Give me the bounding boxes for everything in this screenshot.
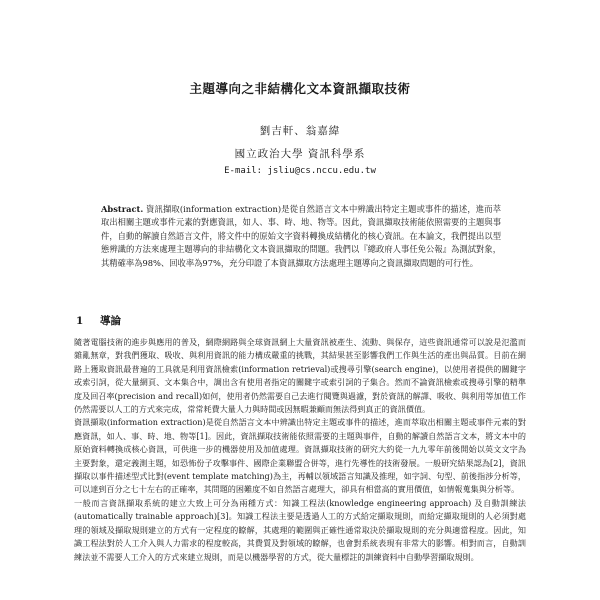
paper-title: 主題導向之非結構化文本資訊擷取技術 <box>189 81 411 96</box>
abstract <box>101 203 501 270</box>
section-body <box>74 336 526 564</box>
body-paragraph: 資訊擷取(information extraction)是從自然語言文本中辨識出特定主題或事件的描述，進而萃取出相關主題或事件元素的對應資訊，如人、事、時、地、物等[1]。因此，資訊擷取技術能依照需要的主題與事件，自動的解讀自然語言文本，將文本中的原始資料轉換成核心資訊，可供進一步的機器使用及加值處理。資訊擷取技術的研究大約從一九九零年前後開始以英文文字為主要對象，還定義測主題，如恐怖份子攻擊事件、國際企業聯盟合併等，進行先導性的技術發展。一般研究結果認為[2]，資訊擷取以事件描述型式比對(event template matching)為主，再輔以領域語言知識及推理，如字詞、句型、前後指涉分析等，可以達到百分之七十左右的正確率，其問題的困難度不如自然語言處理大，卻具有相當高的實用價值，如情報蒐集與分析等。 <box>74 417 526 495</box>
section-number: 1 <box>76 315 84 327</box>
body-paragraph: 一般而言資訊擷取系統的建立大致上可分為兩種方式：知識工程法(knowledge engineering approach) 及自動訓練法(automatically trainable approach)[3]。知識工程法主要是透過人工的方式給定擷取規則，而給定擷取規則的人必須對處理的領域及擷取規則建立的方式有一定程度的瞭解，其處理的範圍與正確性通常取決於擷取規則的充分與適當程度。因此，知識工程法對於人工介入與人力需求的程度較高，其費質及對領域的瞭解，也會對系統表現有非常大的影響。相對而言，自動訓練法並不需要人工介入的方式來建立規則，而是以機器學習的方式，從大量標註的訓練資料中自動學習擷取規則。 <box>74 497 526 562</box>
abstract-text: 資訊擷取(information extraction)是從自然語言文本中辨識出特定主題或事件的描述，進而萃取出相關主題或事件元素的對應資訊，如人、事、時、地、物等。因此，資訊擷取技術能依照需要的主題與事件，自動的解讀自然語言文件，將文件中的原始文字資料轉換成結構化的核心資訊。在本論文，我們提出以型態辨識的方法來處理主題導向的非結構化文本資訊擷取的問題。我們以『總政府人事任免公報』為測試對象，其精確率為98%、回收率為97%，充分印證了本資訊擷取方法處理主題導向之資訊擷取問題的可行性。 <box>101 204 501 268</box>
section-heading <box>76 313 121 328</box>
email-address: E-mail: jsliu@cs.nccu.edu.tw <box>224 166 376 176</box>
affiliation: 國立政治大學 資訊科學系 <box>234 148 366 160</box>
abstract-label: Abstract. <box>101 204 144 214</box>
author-list: 劉吉軒、翁嘉緯 <box>259 125 341 137</box>
section-title: 導論 <box>100 315 121 327</box>
body-paragraph: 隨著電腦技術的進步與應用的普及，網際網路與全球資訊網上大量資訊被產生、流動、與保存，這些資訊通常可以說是氾濫而雜亂無章，對我們獲取、吸收、與利用資訊的能力構成嚴重的挑戰，其結果甚至影響我們工作與生活的產出與品質。目前在網路上獲取資訊最普遍的工具就是利用資訊檢索(information retrieval)或搜尋引擎(search engine)，以使用者提供的關鍵字或索引詞，從大量網頁、文本集合中，調出含有使用者指定的關鍵字或索引詞的子集合。然而不論資訊檢索或搜尋引擎的精準度及回召率(precision and recall)如何，使用者仍然需要自己去進行閱覽與過濾，對於資訊的解譯、吸收、與利用等加值工作仍然需要以人工的方式來完成，常常耗費大量人力與時間或因無暇兼顧而無法得到真正的資訊價值。 <box>74 337 526 415</box>
